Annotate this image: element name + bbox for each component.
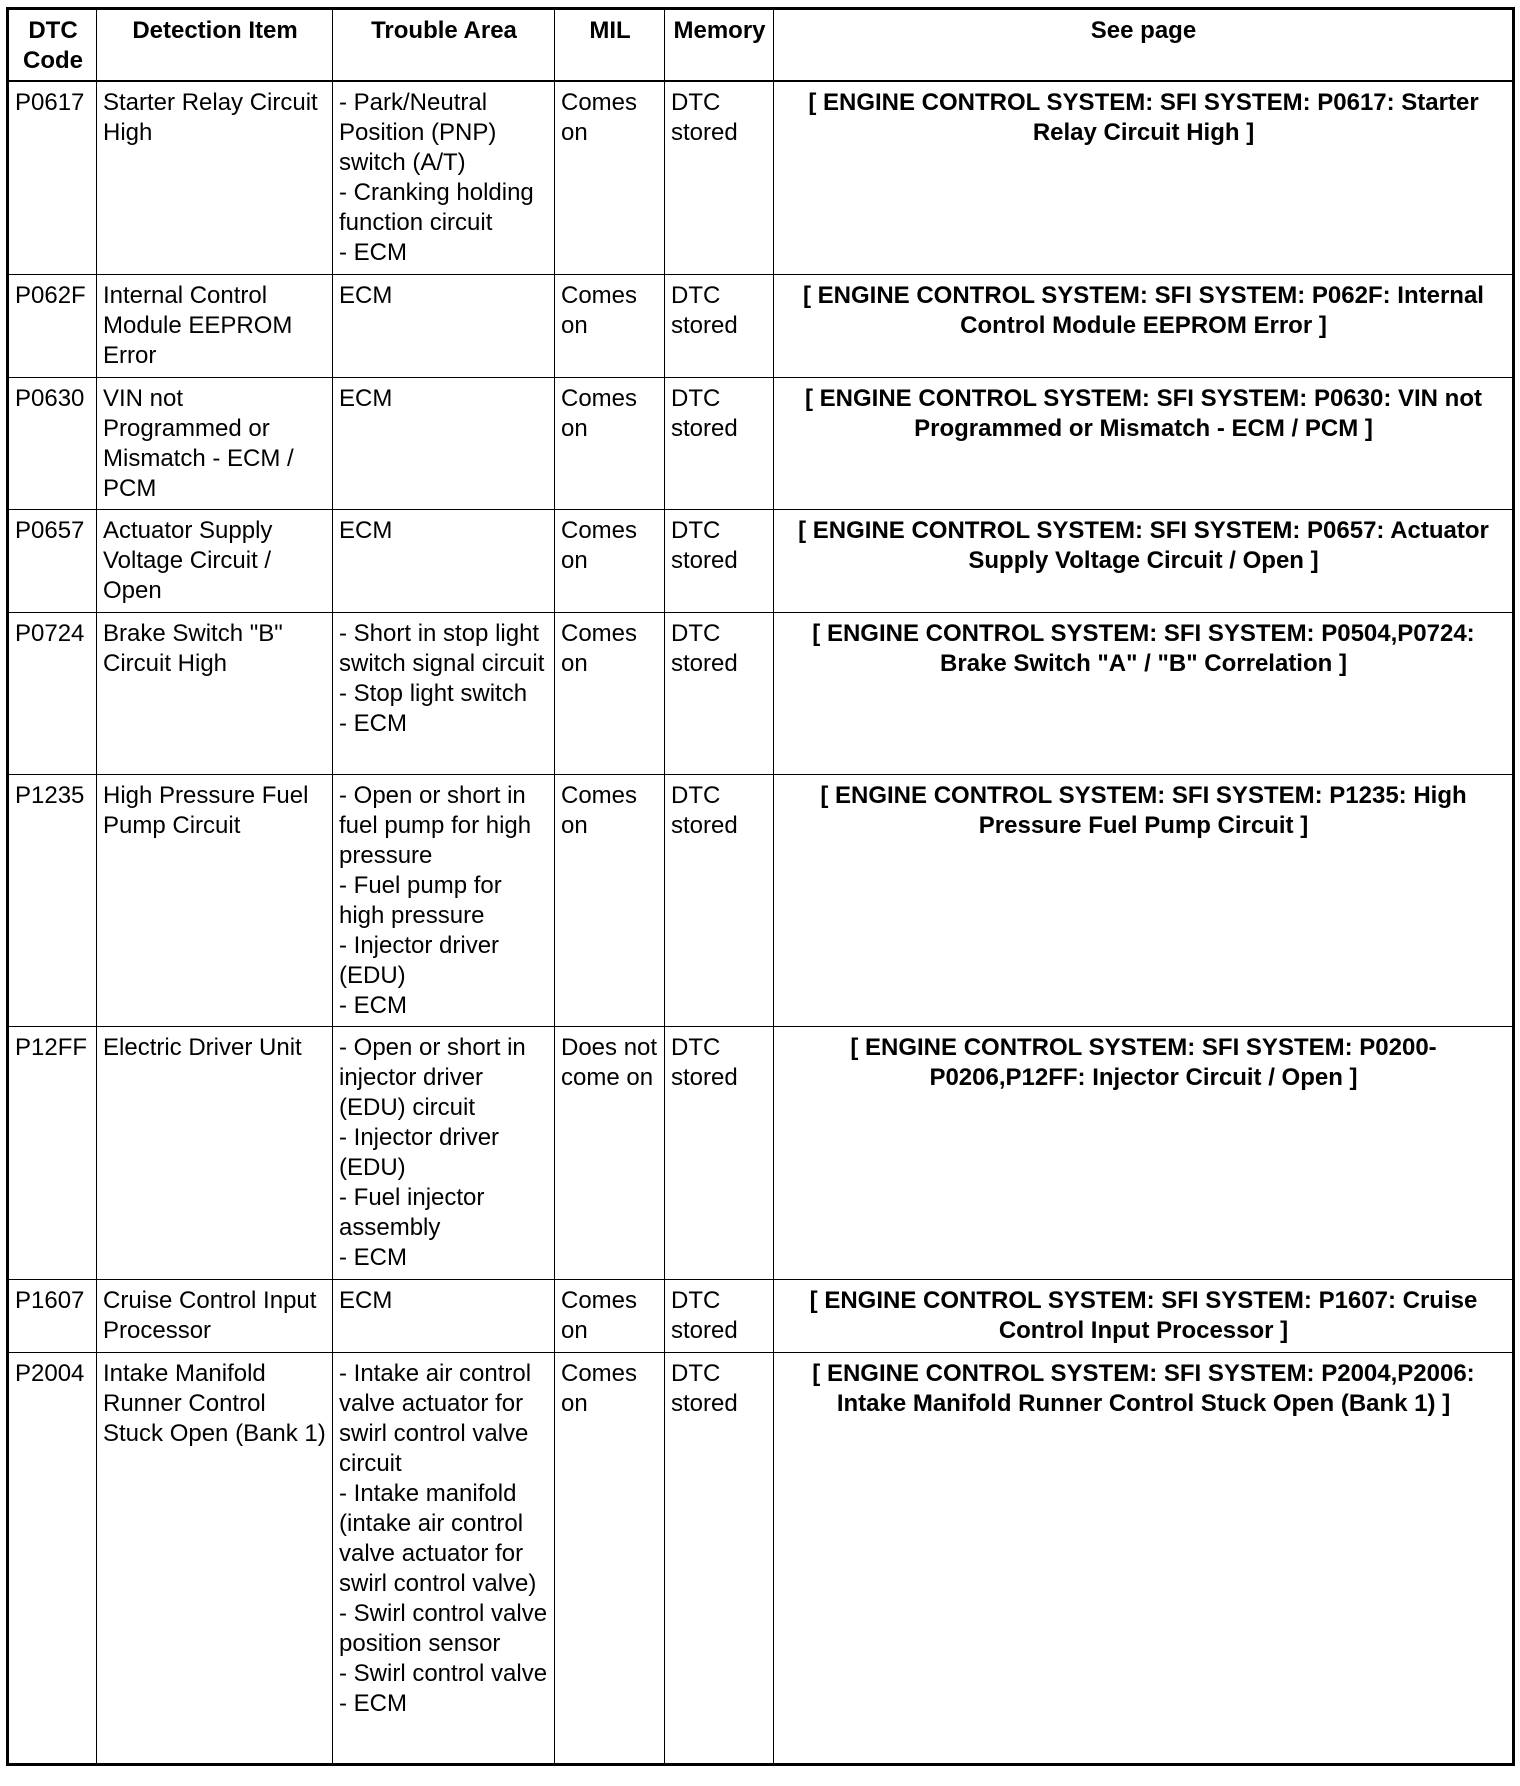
trouble-area-cell: - Park/Neutral Position (PNP) switch (A/T) - Cranking holding function circuit - ECM: [333, 81, 555, 274]
dtc-code-cell: P0657: [8, 509, 97, 612]
dtc-code-cell: P0630: [8, 377, 97, 509]
memory-cell: DTC stored: [665, 1026, 774, 1279]
table-row: [8, 274, 1514, 377]
see-page-link[interactable]: [ ENGINE CONTROL SYSTEM: SFI SYSTEM: P1607: Cruise Control Input Processor ]: [774, 1279, 1514, 1352]
dtc-code-cell: P062F: [8, 274, 97, 377]
memory-cell: DTC stored: [665, 377, 774, 509]
see-page-link[interactable]: [ ENGINE CONTROL SYSTEM: SFI SYSTEM: P0200-P0206,P12FF: Injector Circuit / Open ]: [774, 1026, 1514, 1279]
mil-cell: Comes on: [555, 1352, 665, 1764]
dtc-code-cell: P1607: [8, 1279, 97, 1352]
mil-cell: Comes on: [555, 274, 665, 377]
memory-cell: DTC stored: [665, 509, 774, 612]
see-page-link[interactable]: [ ENGINE CONTROL SYSTEM: SFI SYSTEM: P0617: Starter Relay Circuit High ]: [774, 81, 1514, 274]
dtc-code-cell: P2004: [8, 1352, 97, 1764]
table-row: [8, 1279, 1514, 1352]
detection-item-cell: VIN not Programmed or Mismatch - ECM / PCM: [97, 377, 333, 509]
mil-cell: Does not come on: [555, 1026, 665, 1279]
detection-item-cell: Intake Manifold Runner Control Stuck Open (Bank 1): [97, 1352, 333, 1764]
trouble-area-cell: - Short in stop light switch signal circuit - Stop light switch - ECM: [333, 612, 555, 774]
memory-cell: DTC stored: [665, 774, 774, 1026]
detection-item-cell: Starter Relay Circuit High: [97, 81, 333, 274]
see-page-link[interactable]: [ ENGINE CONTROL SYSTEM: SFI SYSTEM: P062F: Internal Control Module EEPROM Error ]: [774, 274, 1514, 377]
dtc-code-cell: P0724: [8, 612, 97, 774]
table-row: [8, 774, 1514, 1026]
mil-cell: Comes on: [555, 81, 665, 274]
mil-cell: Comes on: [555, 774, 665, 1026]
trouble-area-cell: - Open or short in fuel pump for high pressure - Fuel pump for high pressure - Injector driver (EDU) - ECM: [333, 774, 555, 1026]
column-header-detection-item: Detection Item: [97, 9, 333, 82]
table-header-row: [8, 9, 1514, 82]
see-page-link[interactable]: [ ENGINE CONTROL SYSTEM: SFI SYSTEM: P2004,P2006: Intake Manifold Runner Control Stuck Open (Bank 1) ]: [774, 1352, 1514, 1764]
memory-cell: DTC stored: [665, 1279, 774, 1352]
memory-cell: DTC stored: [665, 612, 774, 774]
see-page-link[interactable]: [ ENGINE CONTROL SYSTEM: SFI SYSTEM: P1235: High Pressure Fuel Pump Circuit ]: [774, 774, 1514, 1026]
dtc-code-cell: P1235: [8, 774, 97, 1026]
detection-item-cell: Electric Driver Unit: [97, 1026, 333, 1279]
table-row: [8, 612, 1514, 774]
trouble-area-cell: ECM: [333, 1279, 555, 1352]
mil-cell: Comes on: [555, 509, 665, 612]
trouble-area-cell: ECM: [333, 377, 555, 509]
detection-item-cell: Internal Control Module EEPROM Error: [97, 274, 333, 377]
mil-cell: Comes on: [555, 612, 665, 774]
see-page-link[interactable]: [ ENGINE CONTROL SYSTEM: SFI SYSTEM: P0657: Actuator Supply Voltage Circuit / Open ]: [774, 509, 1514, 612]
table-row: [8, 509, 1514, 612]
dtc-code-cell: P12FF: [8, 1026, 97, 1279]
dtc-code-cell: P0617: [8, 81, 97, 274]
dtc-table: [6, 7, 1515, 1766]
detection-item-cell: Brake Switch "B" Circuit High: [97, 612, 333, 774]
column-header-mil: MIL: [555, 9, 665, 82]
column-header-memory: Memory: [665, 9, 774, 82]
trouble-area-cell: - Open or short in injector driver (EDU) circuit - Injector driver (EDU) - Fuel injector assembly - ECM: [333, 1026, 555, 1279]
trouble-area-cell: - Intake air control valve actuator for swirl control valve circuit - Intake manifold (intake air control valve actuator for swirl control valve) - Swirl control valve position sensor - Swirl control valve - ECM: [333, 1352, 555, 1764]
mil-cell: Comes on: [555, 1279, 665, 1352]
table-row: [8, 81, 1514, 274]
see-page-link[interactable]: [ ENGINE CONTROL SYSTEM: SFI SYSTEM: P0630: VIN not Programmed or Mismatch - ECM / PCM ]: [774, 377, 1514, 509]
see-page-link[interactable]: [ ENGINE CONTROL SYSTEM: SFI SYSTEM: P0504,P0724: Brake Switch "A" / "B" Correlation ]: [774, 612, 1514, 774]
column-header-trouble-area: Trouble Area: [333, 9, 555, 82]
table-row: [8, 377, 1514, 509]
detection-item-cell: High Pressure Fuel Pump Circuit: [97, 774, 333, 1026]
memory-cell: DTC stored: [665, 1352, 774, 1764]
trouble-area-cell: ECM: [333, 509, 555, 612]
column-header-dtc-code: DTC Code: [8, 9, 97, 82]
memory-cell: DTC stored: [665, 274, 774, 377]
column-header-see-page: See page: [774, 9, 1514, 82]
detection-item-cell: Actuator Supply Voltage Circuit / Open: [97, 509, 333, 612]
detection-item-cell: Cruise Control Input Processor: [97, 1279, 333, 1352]
table-row: [8, 1352, 1514, 1764]
memory-cell: DTC stored: [665, 81, 774, 274]
mil-cell: Comes on: [555, 377, 665, 509]
table-row: [8, 1026, 1514, 1279]
trouble-area-cell: ECM: [333, 274, 555, 377]
